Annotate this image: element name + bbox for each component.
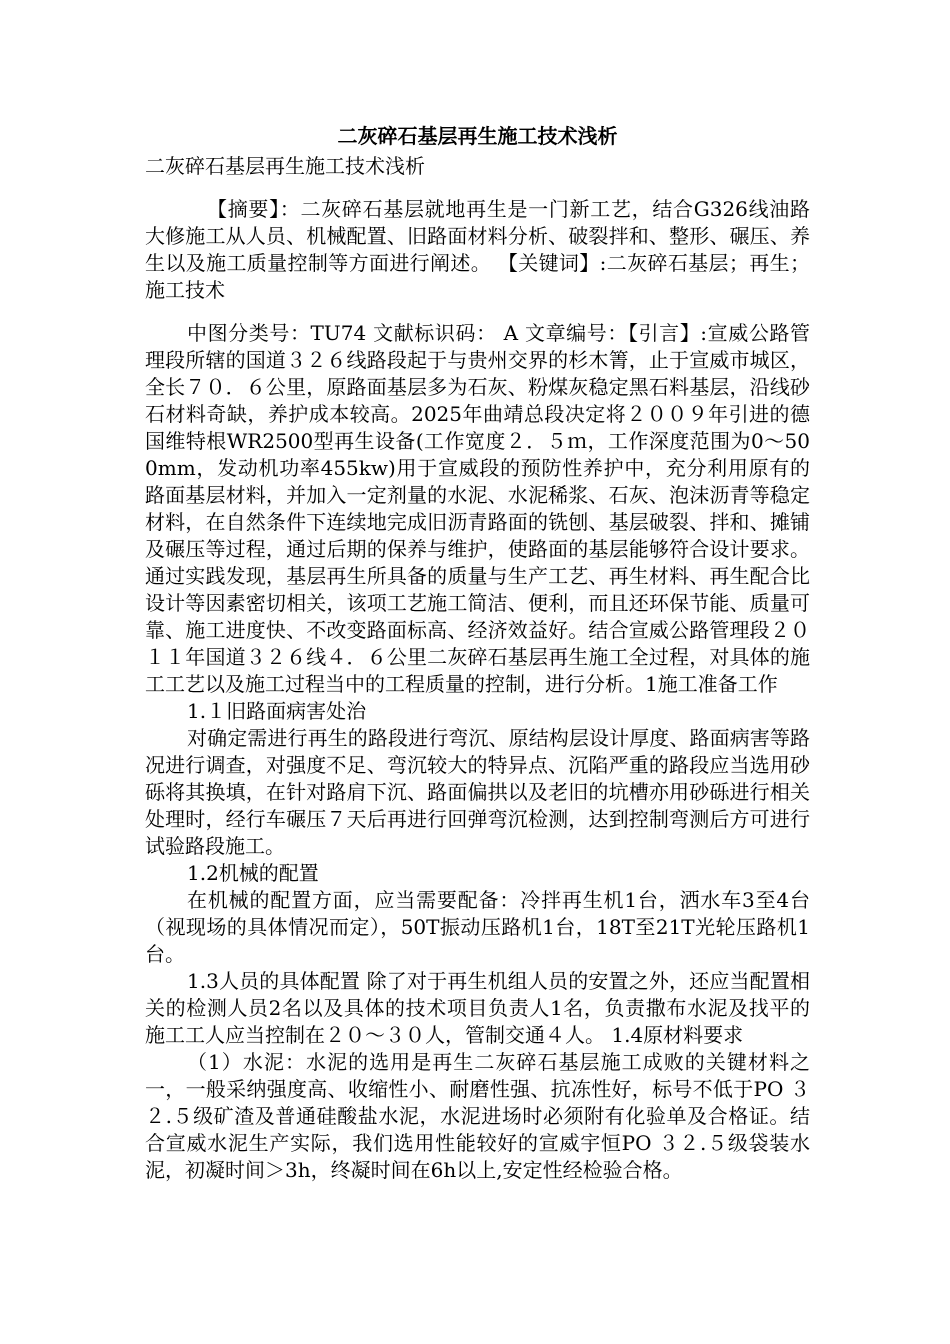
intro-paragraph: 中图分类号：TU74 文献标识码： A 文章编号：【引言】:宣威公路管理段所辖的国道３２６线路段起于与贵州交界的杉木箐，止于宣威市城区，全长７０．６公里，原路面基层多为石灰、粉煤灰稳定黑石料基层，沿线砂石材料奇缺，养护成本较高。2025年曲靖总段决定将２００９年引进的德国维特根WR2500型再生设备(工作宽度２．５ｍ，工作深度范围为0～500mm，发动机功率455kw)用于宣威段的预防性养护中，充分利用原有的路面基层材料，并加入一定剂量的水泥、水泥稀浆、石灰、泡沫沥青等稳定材料，在自然条件下连续地完成旧沥青路面的铣刨、基层破裂、拌和、摊铺及碾压等过程，通过后期的保养与维护，使路面的基层能够符合设计要求。通过实践发现，基层再生所具备的质量与生产工艺、再生材料、再生配合比设计等因素密切相关，该项工艺施工简洁、便利，而且还环保节能、质量可靠、施工进度快、不改变路面标高、经济效益好。结合宣威公路管理段２０１１年国道３２６线４．６公里二灰碎石基层再生施工全过程，对具体的施工工艺以及施工过程当中的工程质量的控制，进行分析。1施工准备工作 [145,321,810,696]
document-page [145,120,810,1184]
section-1-1-body: 对确定需进行再生的路段进行弯沉、原结构层设计厚度、路面病害等路况进行调查，对强度不足、弯沉较大的特异点、沉陷严重的路段应当选用砂砾将其换填，在针对路肩下沉、路面偏拱以及老旧的坑槽亦用砂砾进行相关处理时，经行车碾压７天后再进行回弹弯沉检测，达到控制弯测后方可进行试验路段施工。 [145,726,810,858]
document-subtitle: 二灰碎石基层再生施工技术浅析 [145,154,425,178]
paragraph-gap [145,304,810,320]
section-1-2-heading: 1.2机械的配置 [187,861,319,885]
section-1-3-body: 1.3人员的具体配置 除了对于再生机组人员的安置之外，还应当配置相关的检测人员2名以及具体的技术项目负责人1名，负责撒布水泥及找平的施工工人应当控制在２０～３０人，管制交通４人。 1.4原材料要求 [145,969,810,1047]
cement-paragraph: （1）水泥：水泥的选用是再生二灰碎石基层施工成败的关键材料之一，一般采纳强度高、收缩性小、耐磨性强、抗冻性好，标号不低于PO ３２.５级矿渣及普通硅酸盐水泥，水泥进场时必须附有化验单及合格证。结合宣威水泥生产实际，我们选用性能较好的宣威宇恒PO ３２.５级袋装水泥，初凝时间＞3h，终凝时间在6h以上,安定性经检验合格。 [145,1050,810,1182]
section-1-2-body: 在机械的配置方面，应当需要配备：冷拌再生机1台，洒水车3至4台（视现场的具体情况而定），50T振动压路机1台，18T至21T光轮压路机1台。 [145,888,810,966]
abstract-paragraph: 【摘要】：二灰碎石基层就地再生是一门新工艺，结合G326线油路大修施工从人员、机械配置、旧路面材料分析、破裂拌和、整形、碾压、养生以及施工质量控制等方面进行阐述。 【关键词】:二灰碎石基层；再生；施工技术 [145,197,810,302]
section-1-1-heading: 1.１旧路面病害处治 [187,699,367,723]
document-title: 二灰碎石基层再生施工技术浅析 [337,124,618,148]
